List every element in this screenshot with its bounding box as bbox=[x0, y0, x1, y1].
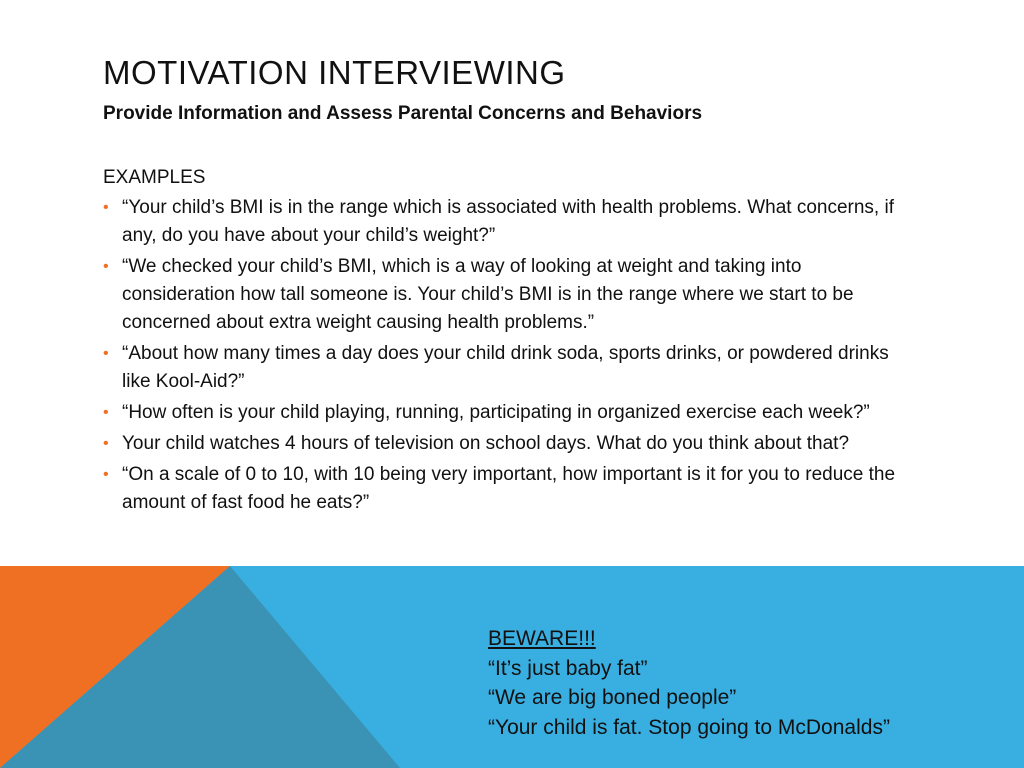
bullet-icon: • bbox=[103, 199, 109, 216]
examples-list bbox=[103, 194, 913, 520]
list-item bbox=[103, 340, 913, 396]
bullet-text: “On a scale of 0 to 10, with 10 being very important, how important is it for you to reduce the amount of fast food he eats?” bbox=[122, 464, 896, 513]
examples-label: EXAMPLES bbox=[103, 167, 206, 188]
bullet-text: Your child watches 4 hours of television on school days. What do you think about that? bbox=[122, 433, 850, 454]
bullet-text: “We checked your child’s BMI, which is a way of looking at weight and taking into consideration how tall someone is. Your child’s BMI is in the range where we start to be concerned about extra weight causing health problems.” bbox=[122, 256, 854, 333]
list-item bbox=[103, 253, 913, 337]
bullet-icon: • bbox=[103, 345, 109, 362]
slide-subtitle: Provide Information and Assess Parental Concerns and Behaviors bbox=[103, 103, 703, 124]
list-item bbox=[103, 399, 913, 427]
beware-line: “We are big boned people” bbox=[488, 686, 737, 709]
list-item bbox=[103, 194, 913, 250]
beware-line: “Your child is fat. Stop going to McDonalds” bbox=[488, 715, 890, 739]
beware-line: “It’s just baby fat” bbox=[488, 656, 648, 680]
bullet-text: “How often is your child playing, running, participating in organized exercise each week?” bbox=[122, 402, 870, 423]
slide-title: MOTIVATION INTERVIEWING bbox=[103, 54, 566, 91]
bullet-icon: • bbox=[103, 258, 109, 275]
bullet-text: “Your child’s BMI is in the range which is associated with health problems. What concerns, if any, do you have about your child’s weight?” bbox=[122, 197, 894, 246]
beware-box bbox=[488, 624, 890, 742]
bullet-icon: • bbox=[103, 404, 109, 421]
bullet-icon: • bbox=[103, 466, 109, 483]
bullet-icon: • bbox=[103, 435, 109, 452]
beware-heading: BEWARE!!! bbox=[488, 627, 596, 650]
bullet-text: “About how many times a day does your child drink soda, sports drinks, or powdered drinks like Kool-Aid?” bbox=[122, 343, 889, 392]
list-item bbox=[103, 430, 913, 458]
list-item bbox=[103, 461, 913, 517]
